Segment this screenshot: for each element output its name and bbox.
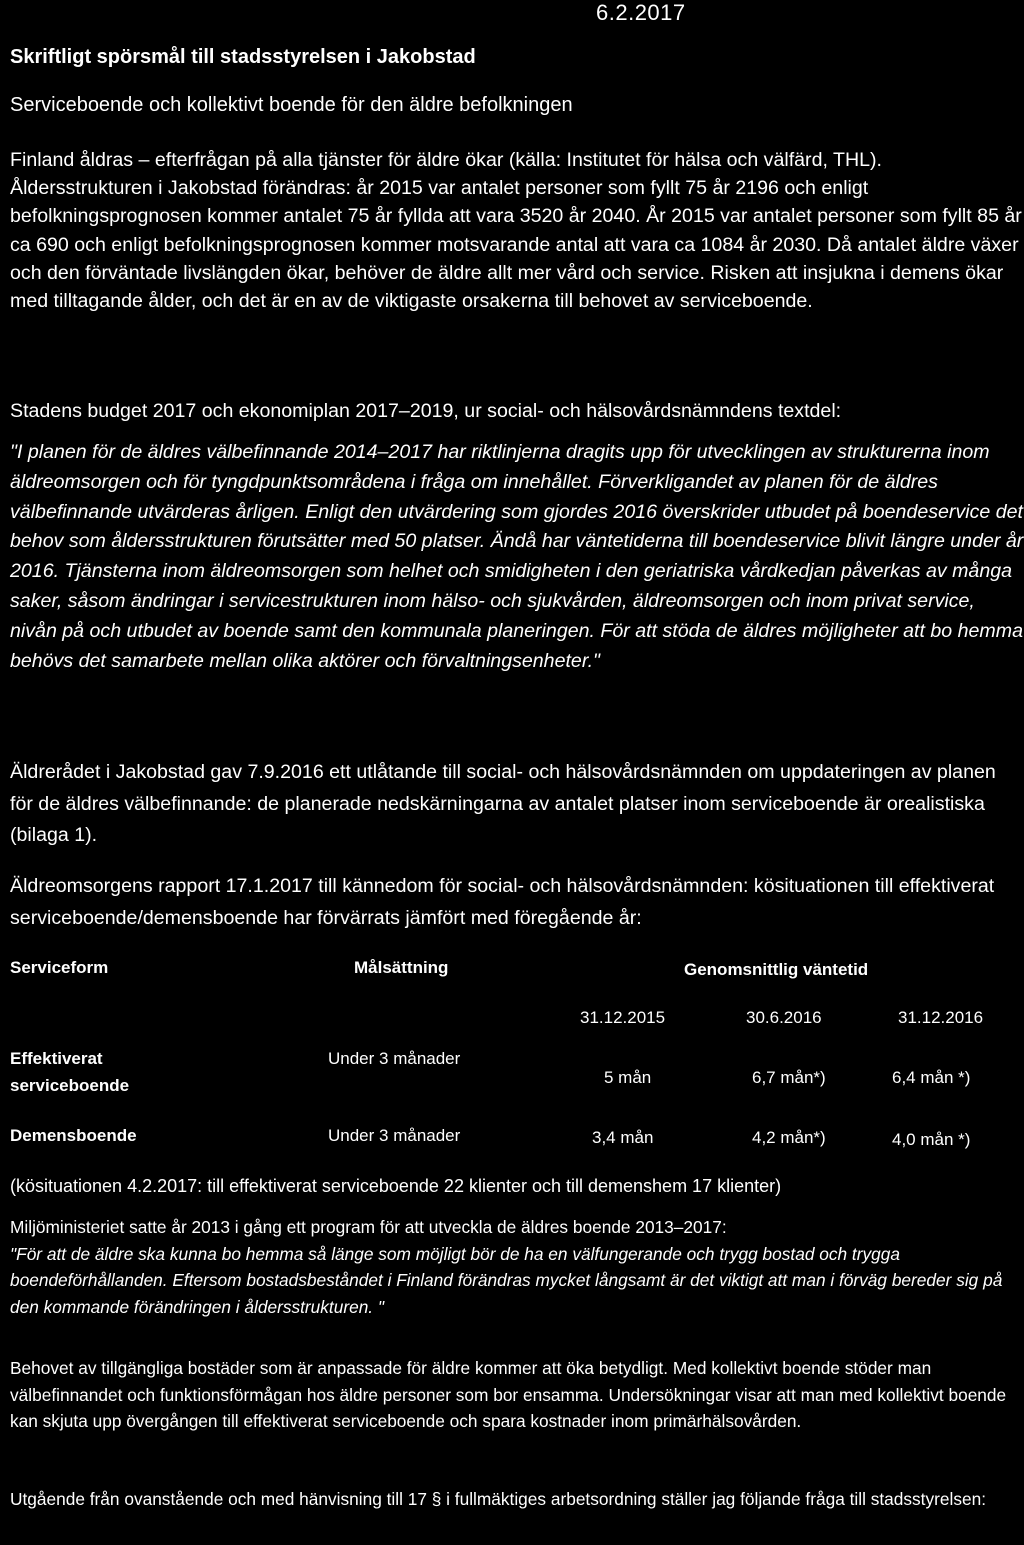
col-header-vantetid: Genomsnittlig väntetid [684,960,869,979]
ministry-paragraph: Miljöministeriet satte år 2013 i gång ett program för att utveckla de äldres boende 2013–2017: [10,1217,727,1237]
document-date: 6.2.2017 [596,0,686,25]
intro-paragraph: Finland åldras – efterfrågan på alla tjänster för äldre ökar (källa: Institutet för hälsa och välfärd, THL). Åldersstrukturen i Jakobstad förändras: år 2015 var antalet personer som fyllt 75 år 2196 och enligt befolkningsprognosen kommer antalet 75 år fyllda att vara 3520 år 2040. År 2015 var antalet personer som fyllt 85 år ca 690 och enligt befolkningsprognosen kommer motsvarande antal att vara ca 1084 år 2030. Då antalet äldre växer och den förväntade livslängden ökar, behöver de äldre allt mer vård och service. Risken att insjukna i demens ökar med tilltagande ålder, och det är en av de viktigaste orsakerna till behovet av serviceboende. [10,149,1022,313]
col-header-malsattning: Målsättning [354,958,449,977]
row-value-1: 5 mån [604,1068,652,1087]
queue-note: (kösituationen 4.2.2017: till effektiverat serviceboende 22 klienter och till demenshem 17 klienter) [10,1176,782,1196]
report-paragraph: Äldreomsorgens rapport 17.1.2017 till kännedom för social- och hälsovårdsnämnden: kösituationen till effektiverat serviceboende/demensboende har förvärrats jämfört med föregående år: [10,875,995,929]
row-value-3: 4,0 mån *) [892,1130,971,1149]
row-label-continued: serviceboende [10,1076,130,1095]
row-label: Effektiverat [10,1049,103,1068]
col-header-serviceform: Serviceform [10,958,109,977]
row-value-1: 3,4 mån [592,1128,654,1147]
row-value-3: 6,4 mån *) [892,1068,971,1087]
row-value-2: 4,2 mån*) [752,1128,826,1147]
aldreradet-paragraph: Äldrerådet i Jakobstad gav 7.9.2016 ett utlåtande till social- och hälsovårdsnämnden om uppdateringen av planen för de äldres välbefinnande: de planerade nedskärningarna av antalet platser inom serviceboende är orealistiska (bilaga 1). [10,761,996,846]
date-col-1: 31.12.2015 [580,1008,666,1027]
ministry-section [10,1214,1024,1320]
ministry-quote: "För att de äldre ska kunna bo hemma så länge som möjligt bör de ha en välfungerande och trygg bostad och trygga boendeförhållanden. Eftersom bostadsbeståndet i Finland förändras mycket långsamt är det viktigt att man i förväg bereder sig på den kommande förändringen i åldersstrukturen. " [10,1243,1003,1317]
date-col-2: 30.6.2016 [746,1008,822,1027]
budget-quote: "I planen för de äldres välbefinnande 2014–2017 har riktlinjerna dragits upp för utvecklingen av strukturerna inom äldreomsorgen och för tyngdpunktsområdena i fråga om innehållet. Förverkligandet av planen för de äldres välbefinnande utvärderas årligen. Enligt den utvärdering som gjordes 2016 överskrider utbudet på boendeservice det behov som åldersstrukturen förutsätter med 50 platser. Ändå har väntetiderna till boendeservice blivit längre under år 2016. Tjänsterna inom äldreomsorgen som helhet och smidigheten i den geriatriska vårdkedjan påverkas av många saker, såsom ändringar i servicestrukturen inom hälso- och sjukvården, äldreomsorgen och inom privat service, nivån på och utbudet av boende samt den kommunala planeringen. För att stöda de äldres möjligheter att bo hemma behövs det samarbete mellan olika aktörer och förvaltningsenheter." [10,441,1024,672]
document-heading: Skriftligt spörsmål till stadsstyrelsen i Jakobstad [10,46,476,68]
date-col-3: 31.12.2016 [898,1008,984,1027]
budget-paragraph: Stadens budget 2017 och ekonomiplan 2017–2019, ur social- och hälsovårdsnämndens textdel: [10,400,842,422]
row-value-2: 6,7 mån*) [752,1068,826,1087]
row-goal: Under 3 månader [328,1126,461,1145]
row-goal: Under 3 månader [328,1049,461,1068]
question-paragraph: Utgående från ovanstående och med hänvisning till 17 § i fullmäktiges arbetsordning ställer jag följande fråga till stadsstyrelsen: [10,1489,986,1509]
row-label: Demensboende [10,1126,137,1145]
collective-housing-paragraph: Behovet av tillgängliga bostäder som är anpassade för äldre kommer att öka betydligt. Med kollektivt boende stöder man välbefinnandet och funktionsförmågan hos äldre personer som bor ensamma. Undersökningar visar att man med kollektivt boende kan skjuta upp övergången till effektiverat serviceboende och spara kostnader inom primärhälsovården. [10,1358,1007,1431]
document-subtitle: Serviceboende och kollektivt boende för den äldre befolkningen [10,94,573,116]
